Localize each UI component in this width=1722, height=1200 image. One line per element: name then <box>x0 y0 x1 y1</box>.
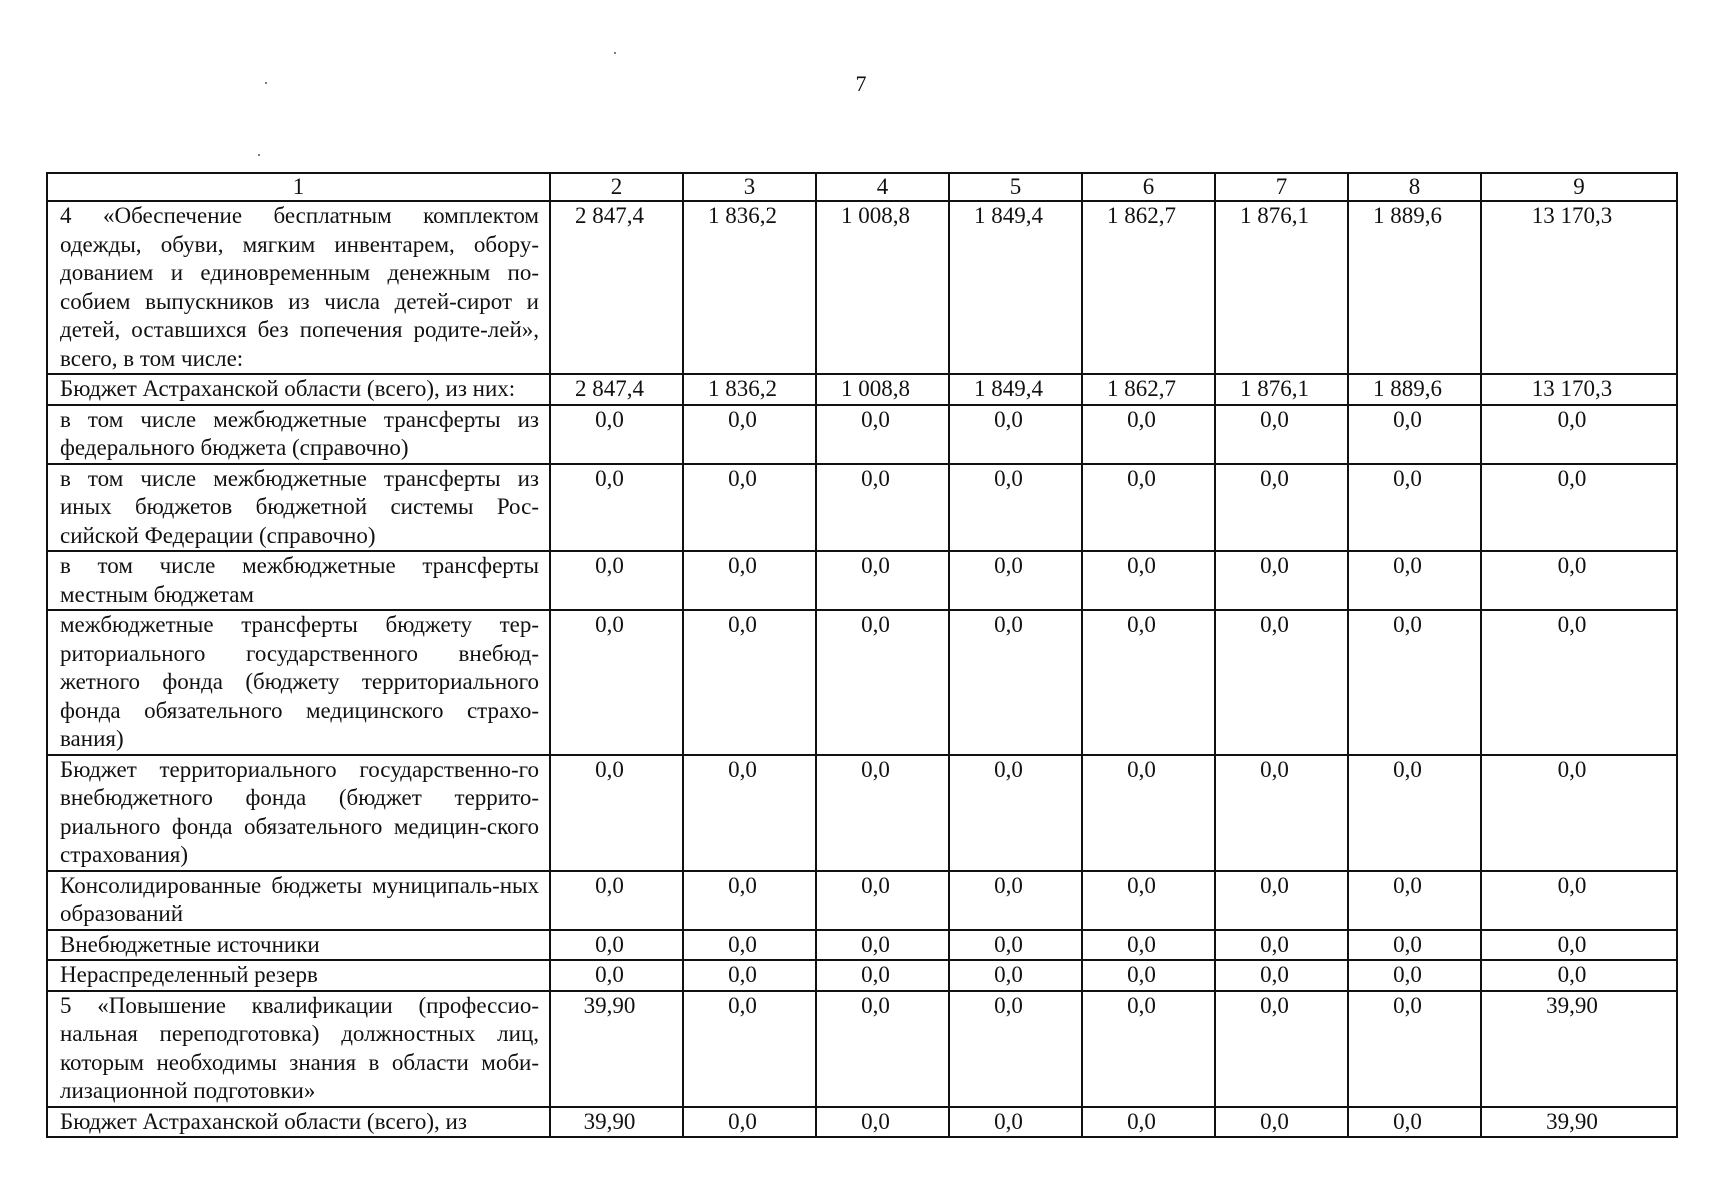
row-value-col-3: 1 836,2 <box>683 374 816 405</box>
row-value-col-5: 0,0 <box>949 755 1082 871</box>
row-value-col-4: 0,0 <box>816 871 949 930</box>
row-value-col-8: 0,0 <box>1348 991 1481 1107</box>
row-value-col-3: 0,0 <box>683 405 816 464</box>
row-value-col-4: 0,0 <box>816 551 949 610</box>
row-label: 4 «Обеспечение бесплатным комплектом одежды, обуви, мягким инвентарем, обору-дованием и единовременным денежным по-собием выпускников из числа детей-сирот и детей, оставшихся без попечения родите-лей», всего, в том числе: <box>47 201 550 374</box>
row-value-col-8: 0,0 <box>1348 871 1481 930</box>
column-header-5: 5 <box>949 173 1082 201</box>
row-value-col-9: 0,0 <box>1481 960 1677 991</box>
row-value-col-8: 0,0 <box>1348 464 1481 552</box>
row-value-col-3: 0,0 <box>683 960 816 991</box>
row-value-col-2: 39,90 <box>550 991 683 1107</box>
row-value-col-6: 0,0 <box>1082 930 1215 961</box>
page-number: 7 <box>855 71 867 96</box>
row-value-col-3: 0,0 <box>683 871 816 930</box>
row-value-col-3: 0,0 <box>683 464 816 552</box>
row-value-col-3: 0,0 <box>683 991 816 1107</box>
row-value-col-6: 0,0 <box>1082 960 1215 991</box>
row-value-col-7: 0,0 <box>1215 610 1348 755</box>
table-row <box>47 610 1677 755</box>
row-value-col-6: 0,0 <box>1082 551 1215 610</box>
row-value-col-3: 0,0 <box>683 755 816 871</box>
row-value-col-4: 0,0 <box>816 1107 949 1138</box>
row-value-col-4: 0,0 <box>816 960 949 991</box>
row-value-col-9: 13 170,3 <box>1481 201 1677 374</box>
row-value-col-9: 39,90 <box>1481 991 1677 1107</box>
row-value-col-7: 0,0 <box>1215 871 1348 930</box>
row-value-col-4: 0,0 <box>816 464 949 552</box>
table-row <box>47 374 1677 405</box>
row-label: межбюджетные трансферты бюджету тер-риториального государственного внебюд-жетного фонда (бюджету территориального фонда обязательного медицинского страхо-вания) <box>47 610 550 755</box>
row-value-col-5: 0,0 <box>949 405 1082 464</box>
row-value-col-6: 1 862,7 <box>1082 374 1215 405</box>
row-label: 5 «Повышение квалификации (профессио-нальная переподготовка) должностных лиц, которым необходимы знания в области моби-лизационной подготовки» <box>47 991 550 1107</box>
column-header-3: 3 <box>683 173 816 201</box>
table-row <box>47 551 1677 610</box>
row-label: в том числе межбюджетные трансферты местным бюджетам <box>47 551 550 610</box>
row-value-col-5: 1 849,4 <box>949 374 1082 405</box>
row-value-col-9: 0,0 <box>1481 464 1677 552</box>
row-value-col-2: 2 847,4 <box>550 201 683 374</box>
row-value-col-4: 0,0 <box>816 405 949 464</box>
row-value-col-7: 1 876,1 <box>1215 374 1348 405</box>
row-value-col-8: 0,0 <box>1348 405 1481 464</box>
column-header-9: 9 <box>1481 173 1677 201</box>
row-label: Бюджет территориального государственно-го внебюджетного фонда (бюджет террито-риального фонда обязательного медицин-ского страхования) <box>47 755 550 871</box>
row-value-col-2: 0,0 <box>550 930 683 961</box>
row-label: Бюджет Астраханской области (всего), из <box>47 1107 550 1138</box>
row-value-col-9: 0,0 <box>1481 755 1677 871</box>
row-value-col-6: 0,0 <box>1082 871 1215 930</box>
column-header-1: 1 <box>47 173 550 201</box>
table-row <box>47 405 1677 464</box>
row-value-col-9: 0,0 <box>1481 610 1677 755</box>
row-label: Консолидированные бюджеты муниципаль-ных образований <box>47 871 550 930</box>
table-row <box>47 1107 1677 1138</box>
row-value-col-9: 39,90 <box>1481 1107 1677 1138</box>
table-row <box>47 201 1677 374</box>
table-row <box>47 755 1677 871</box>
column-number-header-row <box>47 173 1677 201</box>
table-row <box>47 464 1677 552</box>
row-value-col-7: 0,0 <box>1215 960 1348 991</box>
row-value-col-5: 0,0 <box>949 871 1082 930</box>
row-value-col-2: 0,0 <box>550 551 683 610</box>
scan-speck <box>265 82 267 84</box>
column-header-8: 8 <box>1348 173 1481 201</box>
row-value-col-7: 0,0 <box>1215 755 1348 871</box>
row-value-col-4: 1 008,8 <box>816 201 949 374</box>
scan-speck <box>258 154 260 156</box>
row-value-col-3: 0,0 <box>683 930 816 961</box>
row-value-col-3: 0,0 <box>683 1107 816 1138</box>
row-value-col-5: 0,0 <box>949 551 1082 610</box>
row-value-col-6: 1 862,7 <box>1082 201 1215 374</box>
row-value-col-8: 1 889,6 <box>1348 374 1481 405</box>
row-value-col-7: 0,0 <box>1215 930 1348 961</box>
table-row <box>47 991 1677 1107</box>
row-label: в том числе межбюджетные трансферты из иных бюджетов бюджетной системы Рос-сийской Федерации (справочно) <box>47 464 550 552</box>
row-value-col-8: 0,0 <box>1348 610 1481 755</box>
row-value-col-8: 0,0 <box>1348 1107 1481 1138</box>
row-value-col-5: 0,0 <box>949 610 1082 755</box>
row-value-col-2: 0,0 <box>550 871 683 930</box>
row-value-col-9: 0,0 <box>1481 930 1677 961</box>
column-header-2: 2 <box>550 173 683 201</box>
row-value-col-8: 0,0 <box>1348 960 1481 991</box>
row-value-col-3: 0,0 <box>683 610 816 755</box>
row-value-col-2: 0,0 <box>550 464 683 552</box>
row-value-col-2: 0,0 <box>550 610 683 755</box>
row-value-col-4: 0,0 <box>816 991 949 1107</box>
table-row <box>47 960 1677 991</box>
row-value-col-2: 0,0 <box>550 405 683 464</box>
row-value-col-4: 1 008,8 <box>816 374 949 405</box>
table-row <box>47 871 1677 930</box>
table-row <box>47 930 1677 961</box>
row-value-col-6: 0,0 <box>1082 405 1215 464</box>
scan-speck <box>614 52 616 54</box>
row-value-col-6: 0,0 <box>1082 755 1215 871</box>
row-value-col-9: 0,0 <box>1481 871 1677 930</box>
row-value-col-5: 1 849,4 <box>949 201 1082 374</box>
column-header-6: 6 <box>1082 173 1215 201</box>
row-value-col-9: 0,0 <box>1481 551 1677 610</box>
row-value-col-2: 39,90 <box>550 1107 683 1138</box>
row-value-col-2: 2 847,4 <box>550 374 683 405</box>
row-value-col-3: 0,0 <box>683 551 816 610</box>
row-value-col-7: 0,0 <box>1215 1107 1348 1138</box>
row-value-col-4: 0,0 <box>816 930 949 961</box>
row-value-col-8: 0,0 <box>1348 755 1481 871</box>
row-value-col-8: 1 889,6 <box>1348 201 1481 374</box>
row-value-col-2: 0,0 <box>550 755 683 871</box>
row-value-col-3: 1 836,2 <box>683 201 816 374</box>
row-value-col-4: 0,0 <box>816 610 949 755</box>
row-label: Бюджет Астраханской области (всего), из них: <box>47 374 550 405</box>
row-value-col-5: 0,0 <box>949 1107 1082 1138</box>
row-value-col-5: 0,0 <box>949 991 1082 1107</box>
row-value-col-8: 0,0 <box>1348 551 1481 610</box>
row-value-col-6: 0,0 <box>1082 610 1215 755</box>
row-value-col-2: 0,0 <box>550 960 683 991</box>
row-value-col-7: 0,0 <box>1215 551 1348 610</box>
row-label: в том числе межбюджетные трансферты из федерального бюджета (справочно) <box>47 405 550 464</box>
row-value-col-5: 0,0 <box>949 960 1082 991</box>
row-value-col-7: 0,0 <box>1215 991 1348 1107</box>
row-value-col-9: 13 170,3 <box>1481 374 1677 405</box>
row-value-col-4: 0,0 <box>816 755 949 871</box>
budget-table <box>46 172 1678 1138</box>
row-label: Внебюджетные источники <box>47 930 550 961</box>
row-label: Нераспределенный резерв <box>47 960 550 991</box>
row-value-col-5: 0,0 <box>949 464 1082 552</box>
row-value-col-6: 0,0 <box>1082 991 1215 1107</box>
row-value-col-6: 0,0 <box>1082 464 1215 552</box>
row-value-col-8: 0,0 <box>1348 930 1481 961</box>
row-value-col-6: 0,0 <box>1082 1107 1215 1138</box>
column-header-4: 4 <box>816 173 949 201</box>
row-value-col-7: 0,0 <box>1215 405 1348 464</box>
row-value-col-9: 0,0 <box>1481 405 1677 464</box>
row-value-col-7: 0,0 <box>1215 464 1348 552</box>
row-value-col-7: 1 876,1 <box>1215 201 1348 374</box>
row-value-col-5: 0,0 <box>949 930 1082 961</box>
column-header-7: 7 <box>1215 173 1348 201</box>
